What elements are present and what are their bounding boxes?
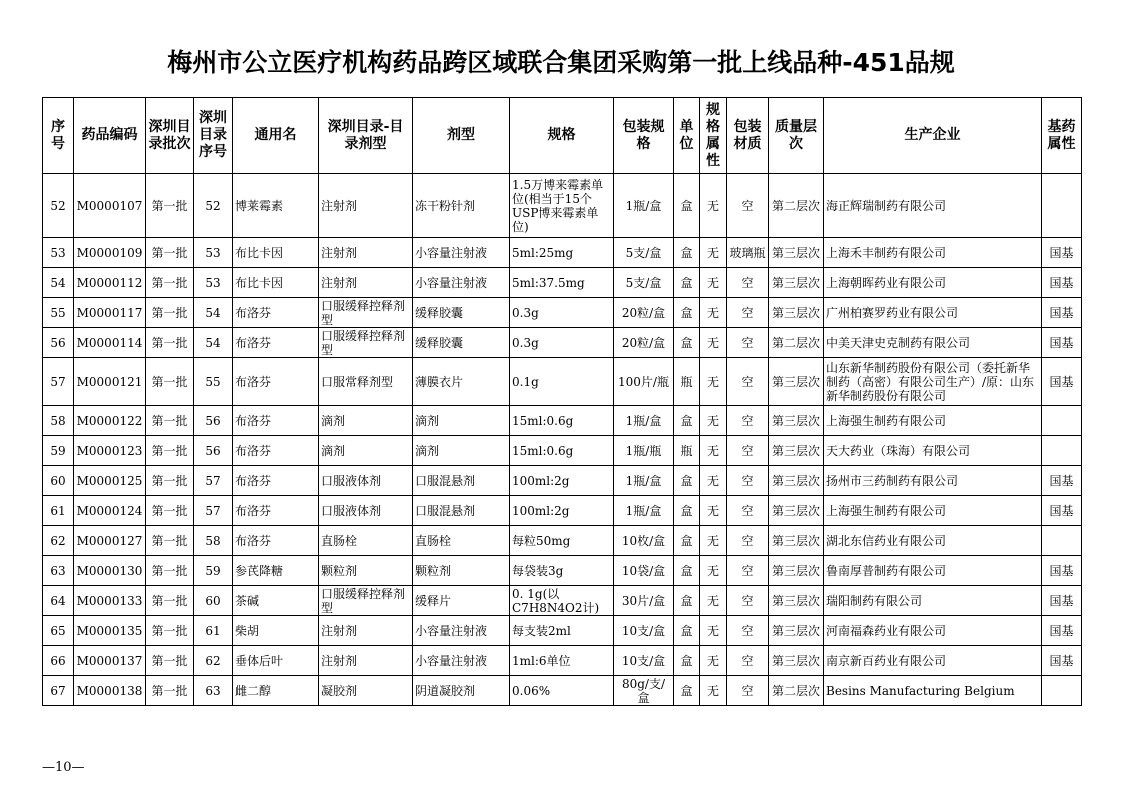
cell-code: M0000127 [74,526,146,556]
cell-essential-attr: 国基 [1042,616,1082,646]
header-sz-index: 深圳目录序号 [194,98,233,174]
cell-code: M0000123 [74,436,146,466]
cell-spec-attr: 无 [700,406,727,436]
cell-essential-attr: 国基 [1042,328,1082,358]
cell-manufacturer: 广州柏赛罗药业有限公司 [824,298,1042,328]
cell-spec: 0.3g [510,298,614,328]
cell-pack-material: 空 [727,556,769,586]
cell-package: 20粒/盒 [614,298,674,328]
cell-generic-name: 布洛芬 [233,526,319,556]
cell-sz-dosage: 口服液体剂 [319,466,413,496]
cell-spec-attr: 无 [700,358,727,406]
cell-manufacturer: 南京新百药业有限公司 [824,646,1042,676]
header-spec-attr: 规格属性 [700,98,727,174]
header-dosage-form: 剂型 [413,98,510,174]
cell-dosage-form: 缓释胶囊 [413,328,510,358]
cell-unit: 盒 [674,298,700,328]
table-row [43,496,1082,526]
cell-manufacturer: 中美天津史克制药有限公司 [824,328,1042,358]
cell-spec-attr: 无 [700,676,727,706]
cell-spec-attr: 无 [700,556,727,586]
cell-spec: 5ml:37.5mg [510,268,614,298]
cell-essential-attr: 国基 [1042,268,1082,298]
cell-seq: 67 [43,676,74,706]
cell-sz-index: 55 [194,358,233,406]
cell-manufacturer: 海正辉瑞制药有限公司 [824,174,1042,238]
header-spec: 规格 [510,98,614,174]
cell-dosage-form: 口服混悬剂 [413,496,510,526]
cell-sz-dosage: 直肠栓 [319,526,413,556]
cell-code: M0000112 [74,268,146,298]
cell-unit: 瓶 [674,436,700,466]
cell-generic-name: 垂体后叶 [233,646,319,676]
cell-package: 1瓶/盒 [614,174,674,238]
cell-package: 10支/盒 [614,616,674,646]
cell-manufacturer: 扬州市三药制药有限公司 [824,466,1042,496]
cell-quality-level: 第三层次 [769,646,824,676]
cell-essential-attr: 国基 [1042,358,1082,406]
cell-generic-name: 参芪降糖 [233,556,319,586]
cell-manufacturer: 上海强生制药有限公司 [824,406,1042,436]
cell-sz-index: 61 [194,616,233,646]
cell-generic-name: 布洛芬 [233,406,319,436]
header-essential-attr: 基药属性 [1042,98,1082,174]
table-row [43,586,1082,616]
cell-sz-batch: 第一批 [146,298,194,328]
cell-generic-name: 布洛芬 [233,496,319,526]
cell-dosage-form: 口服混悬剂 [413,466,510,496]
cell-unit: 盒 [674,174,700,238]
cell-quality-level: 第三层次 [769,496,824,526]
cell-pack-material: 空 [727,268,769,298]
cell-sz-index: 60 [194,586,233,616]
cell-quality-level: 第三层次 [769,586,824,616]
header-pack-material: 包装材质 [727,98,769,174]
cell-essential-attr [1042,406,1082,436]
table-row [43,238,1082,268]
table-row [43,436,1082,466]
cell-quality-level: 第三层次 [769,358,824,406]
cell-sz-batch: 第一批 [146,358,194,406]
table-row [43,174,1082,238]
cell-sz-batch: 第一批 [146,676,194,706]
cell-sz-batch: 第一批 [146,616,194,646]
cell-code: M0000121 [74,358,146,406]
cell-generic-name: 布洛芬 [233,358,319,406]
cell-code: M0000130 [74,556,146,586]
cell-dosage-form: 冻干粉针剂 [413,174,510,238]
cell-pack-material: 空 [727,298,769,328]
cell-code: M0000125 [74,466,146,496]
cell-dosage-form: 滴剂 [413,406,510,436]
cell-sz-index: 57 [194,466,233,496]
header-manufacturer: 生产企业 [824,98,1042,174]
cell-essential-attr: 国基 [1042,646,1082,676]
cell-spec-attr: 无 [700,496,727,526]
cell-spec-attr: 无 [700,646,727,676]
cell-dosage-form: 颗粒剂 [413,556,510,586]
cell-package: 10袋/盒 [614,556,674,586]
cell-generic-name: 布洛芬 [233,298,319,328]
cell-quality-level: 第三层次 [769,466,824,496]
cell-manufacturer: 上海朝晖药业有限公司 [824,268,1042,298]
cell-seq: 66 [43,646,74,676]
header-unit: 单位 [674,98,700,174]
cell-sz-dosage: 口服缓释控释剂型 [319,586,413,616]
cell-sz-index: 56 [194,436,233,466]
cell-code: M0000114 [74,328,146,358]
cell-spec-attr: 无 [700,526,727,556]
header-generic-name: 通用名 [233,98,319,174]
cell-pack-material: 空 [727,616,769,646]
cell-sz-batch: 第一批 [146,268,194,298]
table-row [43,646,1082,676]
cell-generic-name: 茶碱 [233,586,319,616]
cell-code: M0000109 [74,238,146,268]
cell-quality-level: 第二层次 [769,328,824,358]
cell-manufacturer: 天大药业（珠海）有限公司 [824,436,1042,466]
cell-sz-dosage: 注射剂 [319,646,413,676]
cell-spec: 0.1g [510,358,614,406]
cell-unit: 瓶 [674,358,700,406]
drug-table [42,97,1082,706]
cell-seq: 58 [43,406,74,436]
cell-code: M0000133 [74,586,146,616]
cell-sz-batch: 第一批 [146,328,194,358]
cell-dosage-form: 缓释胶囊 [413,298,510,328]
cell-seq: 59 [43,436,74,466]
cell-sz-index: 53 [194,268,233,298]
table-row [43,556,1082,586]
cell-unit: 盒 [674,586,700,616]
cell-sz-index: 63 [194,676,233,706]
cell-spec: 5ml:25mg [510,238,614,268]
cell-code: M0000124 [74,496,146,526]
cell-sz-index: 54 [194,298,233,328]
cell-sz-batch: 第一批 [146,526,194,556]
cell-unit: 盒 [674,556,700,586]
cell-package: 10枚/盒 [614,526,674,556]
cell-spec: 0.06% [510,676,614,706]
table-row [43,358,1082,406]
header-sz-dosage: 深圳目录-目录剂型 [319,98,413,174]
cell-spec-attr: 无 [700,466,727,496]
header-quality-level: 质量层次 [769,98,824,174]
cell-sz-batch: 第一批 [146,466,194,496]
cell-essential-attr: 国基 [1042,556,1082,586]
header-package: 包装规格 [614,98,674,174]
header-sz-batch: 深圳目录批次 [146,98,194,174]
cell-spec-attr: 无 [700,174,727,238]
cell-dosage-form: 直肠栓 [413,526,510,556]
cell-sz-batch: 第一批 [146,556,194,586]
cell-seq: 61 [43,496,74,526]
cell-unit: 盒 [674,268,700,298]
cell-spec-attr: 无 [700,586,727,616]
cell-unit: 盒 [674,328,700,358]
cell-sz-batch: 第一批 [146,174,194,238]
cell-essential-attr: 国基 [1042,298,1082,328]
cell-sz-index: 52 [194,174,233,238]
cell-sz-index: 59 [194,556,233,586]
table-row [43,298,1082,328]
cell-sz-dosage: 注射剂 [319,616,413,646]
cell-dosage-form: 缓释片 [413,586,510,616]
cell-sz-dosage: 滴剂 [319,436,413,466]
cell-pack-material: 空 [727,466,769,496]
table-row [43,406,1082,436]
cell-generic-name: 博莱霉素 [233,174,319,238]
cell-sz-batch: 第一批 [146,646,194,676]
cell-quality-level: 第三层次 [769,436,824,466]
cell-essential-attr: 国基 [1042,496,1082,526]
cell-spec-attr: 无 [700,436,727,466]
cell-sz-index: 53 [194,238,233,268]
cell-dosage-form: 小容量注射液 [413,238,510,268]
cell-package: 5支/盒 [614,238,674,268]
cell-manufacturer: 山东新华制药股份有限公司（委托新华制药（高密）有限公司生产）/原：山东新华制药股份有限公司 [824,358,1042,406]
cell-seq: 56 [43,328,74,358]
cell-unit: 盒 [674,616,700,646]
cell-quality-level: 第三层次 [769,556,824,586]
cell-seq: 65 [43,616,74,646]
cell-pack-material: 空 [727,526,769,556]
cell-manufacturer: 瑞阳制药有限公司 [824,586,1042,616]
cell-dosage-form: 滴剂 [413,436,510,466]
cell-generic-name: 雌二醇 [233,676,319,706]
cell-essential-attr [1042,174,1082,238]
cell-essential-attr [1042,526,1082,556]
cell-quality-level: 第三层次 [769,526,824,556]
cell-spec: 每支装2ml [510,616,614,646]
cell-quality-level: 第三层次 [769,238,824,268]
cell-spec: 0.3g [510,328,614,358]
cell-manufacturer: 上海禾丰制药有限公司 [824,238,1042,268]
header-code: 药品编码 [74,98,146,174]
cell-sz-dosage: 滴剂 [319,406,413,436]
cell-generic-name: 布比卡因 [233,268,319,298]
cell-package: 1瓶/瓶 [614,436,674,466]
cell-spec-attr: 无 [700,298,727,328]
cell-package: 1瓶/盒 [614,406,674,436]
cell-sz-index: 54 [194,328,233,358]
cell-manufacturer: 河南福森药业有限公司 [824,616,1042,646]
cell-code: M0000138 [74,676,146,706]
cell-seq: 55 [43,298,74,328]
cell-code: M0000117 [74,298,146,328]
cell-sz-dosage: 注射剂 [319,238,413,268]
cell-pack-material: 空 [727,646,769,676]
cell-essential-attr: 国基 [1042,586,1082,616]
cell-code: M0000122 [74,406,146,436]
cell-seq: 54 [43,268,74,298]
cell-dosage-form: 阴道凝胶剂 [413,676,510,706]
cell-spec: 15ml:0.6g [510,406,614,436]
cell-code: M0000137 [74,646,146,676]
cell-package: 100片/瓶 [614,358,674,406]
cell-pack-material: 玻璃瓶 [727,238,769,268]
cell-spec: 1.5万博来霉素单位(相当于15个USP博来霉素单位) [510,174,614,238]
cell-unit: 盒 [674,466,700,496]
cell-spec-attr: 无 [700,238,727,268]
cell-essential-attr: 国基 [1042,466,1082,496]
cell-sz-dosage: 凝胶剂 [319,676,413,706]
table-row [43,616,1082,646]
cell-package: 10支/盒 [614,646,674,676]
table-header-row [43,98,1082,174]
cell-dosage-form: 薄膜衣片 [413,358,510,406]
cell-seq: 63 [43,556,74,586]
cell-pack-material: 空 [727,358,769,406]
cell-seq: 57 [43,358,74,406]
header-seq: 序号 [43,98,74,174]
cell-package: 80g/支/盒 [614,676,674,706]
cell-quality-level: 第二层次 [769,676,824,706]
cell-generic-name: 布洛芬 [233,466,319,496]
cell-package: 1瓶/盒 [614,496,674,526]
cell-package: 30片/盒 [614,586,674,616]
cell-spec: 每袋装3g [510,556,614,586]
cell-unit: 盒 [674,526,700,556]
cell-manufacturer: 鲁南厚普制药有限公司 [824,556,1042,586]
cell-seq: 52 [43,174,74,238]
cell-sz-dosage: 注射剂 [319,174,413,238]
cell-essential-attr [1042,676,1082,706]
cell-unit: 盒 [674,406,700,436]
cell-sz-dosage: 口服常释剂型 [319,358,413,406]
cell-seq: 60 [43,466,74,496]
cell-spec: 100ml:2g [510,466,614,496]
cell-dosage-form: 小容量注射液 [413,646,510,676]
cell-quality-level: 第三层次 [769,268,824,298]
table-row [43,676,1082,706]
table-row [43,328,1082,358]
cell-essential-attr: 国基 [1042,238,1082,268]
page-number: —10— [42,760,85,775]
cell-pack-material: 空 [727,406,769,436]
cell-spec: 15ml:0.6g [510,436,614,466]
cell-package: 20粒/盒 [614,328,674,358]
cell-sz-index: 57 [194,496,233,526]
cell-spec: 0. 1g(以C7H8N4O2计) [510,586,614,616]
cell-spec: 每粒50mg [510,526,614,556]
cell-pack-material: 空 [727,586,769,616]
cell-sz-batch: 第一批 [146,238,194,268]
cell-pack-material: 空 [727,174,769,238]
cell-sz-batch: 第一批 [146,496,194,526]
cell-unit: 盒 [674,496,700,526]
cell-package: 1瓶/盒 [614,466,674,496]
cell-unit: 盒 [674,676,700,706]
cell-spec: 1ml:6单位 [510,646,614,676]
cell-pack-material: 空 [727,436,769,466]
cell-pack-material: 空 [727,676,769,706]
cell-essential-attr [1042,436,1082,466]
cell-generic-name: 布洛芬 [233,436,319,466]
cell-seq: 62 [43,526,74,556]
cell-unit: 盒 [674,646,700,676]
cell-quality-level: 第三层次 [769,298,824,328]
cell-manufacturer: Besins Manufacturing Belgium [824,676,1042,706]
cell-sz-dosage: 口服液体剂 [319,496,413,526]
cell-sz-index: 56 [194,406,233,436]
cell-package: 5支/盒 [614,268,674,298]
cell-sz-batch: 第一批 [146,586,194,616]
cell-pack-material: 空 [727,328,769,358]
cell-sz-dosage: 注射剂 [319,268,413,298]
cell-generic-name: 柴胡 [233,616,319,646]
cell-sz-batch: 第一批 [146,406,194,436]
cell-generic-name: 布比卡因 [233,238,319,268]
cell-spec-attr: 无 [700,268,727,298]
cell-spec-attr: 无 [700,616,727,646]
cell-sz-batch: 第一批 [146,436,194,466]
cell-spec: 100ml:2g [510,496,614,526]
cell-pack-material: 空 [727,496,769,526]
cell-generic-name: 布洛芬 [233,328,319,358]
table-row [43,268,1082,298]
cell-sz-dosage: 口服缓释控释剂型 [319,298,413,328]
cell-sz-index: 62 [194,646,233,676]
cell-code: M0000135 [74,616,146,646]
cell-quality-level: 第三层次 [769,406,824,436]
cell-manufacturer: 湖北东信药业有限公司 [824,526,1042,556]
cell-manufacturer: 上海强生制药有限公司 [824,496,1042,526]
cell-quality-level: 第二层次 [769,174,824,238]
cell-seq: 64 [43,586,74,616]
table-row [43,466,1082,496]
cell-sz-index: 58 [194,526,233,556]
page-title: 梅州市公立医疗机构药品跨区域联合集团采购第一批上线品种-451品规 [167,48,955,77]
cell-spec-attr: 无 [700,328,727,358]
cell-sz-dosage: 颗粒剂 [319,556,413,586]
cell-code: M0000107 [74,174,146,238]
cell-seq: 53 [43,238,74,268]
cell-sz-dosage: 口服缓释控释剂型 [319,328,413,358]
cell-quality-level: 第三层次 [769,616,824,646]
cell-dosage-form: 小容量注射液 [413,268,510,298]
cell-dosage-form: 小容量注射液 [413,616,510,646]
cell-unit: 盒 [674,238,700,268]
table-row [43,526,1082,556]
